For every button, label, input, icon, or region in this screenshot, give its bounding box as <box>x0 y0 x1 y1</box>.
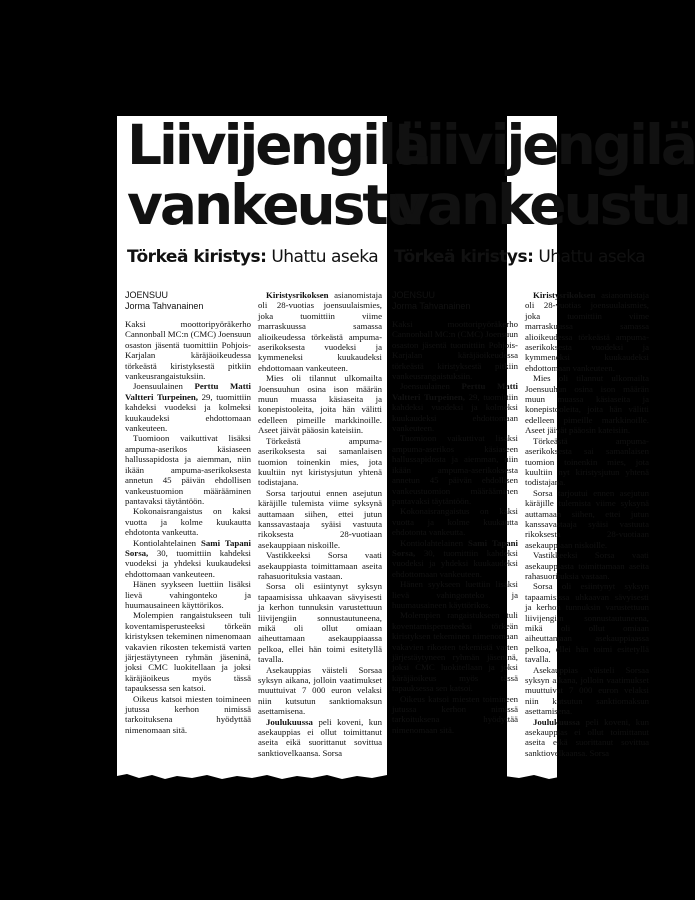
paragraph-text: Asekauppias väisteli Sorsaa syksyn aikana, jolloin vaatimukset muuttuivat 7 000 euron velaksi niin kutsutun sanktiomaksun asettamisena. <box>525 664 649 717</box>
paragraph <box>392 579 518 610</box>
paragraph-text: Joensuulainen <box>400 381 462 392</box>
paragraph <box>258 488 382 550</box>
paragraph-bold: Joulukuussa <box>266 716 313 727</box>
paragraph-text: Mies oli tilannut ulkomailta Joensuuhun osina ison määrän muun muassa käsiaseita ja konepistooleita, joita hän välitti edelleen pimeille markkinoille. Aseet jäivät pääosin kateisiin. <box>525 373 649 436</box>
paragraph-text-after: peli koveni, kun asekauppias ei ollut toimittanut aseita eikä suorittanut sovittua sanktiovelkaansa. Sorsa <box>525 716 649 758</box>
paragraph <box>125 694 251 736</box>
paragraph-text: Kaksi moottoripyöräkerho Cannonball MC:n (CMC) Joensuun osaston jäsentä tuomittiin Pohjois-Karjalan käräjäoikeudessa törkeästä kiristyksestä pitkiin vankeusrangaistuksiin. <box>125 319 251 382</box>
paragraph <box>258 436 382 488</box>
paragraph-text: Oikeus katsoi miesten toimineen jutussa kerhon nimissä tarkoituksena hyödyttää nimenomaan sitä. <box>125 693 251 735</box>
subheadline-lead: Törkeä kiristys: <box>127 247 267 267</box>
paragraph-text-after: 29, tuomittiin kahdeksi vuodeksi ja kolmeksi kuukaudeksi ehdottomaan vankeuteen. <box>392 391 518 434</box>
paragraph-text-after: peli koveni, kun asekauppias ei ollut toimittanut aseita eikä suorittanut sovittua sanktiovelkaansa. Sorsa <box>258 716 382 758</box>
paragraph <box>392 538 518 580</box>
paragraph <box>125 433 251 506</box>
paragraph-text: Joensuulainen <box>133 381 195 392</box>
paragraph <box>392 319 518 381</box>
body-column-2-duplicate <box>525 290 649 758</box>
paragraph <box>392 506 518 537</box>
paragraph-bold: Kiristysrikoksen <box>533 290 596 300</box>
paragraph <box>258 290 382 373</box>
paragraph-bold: Sami Tapani Sorsa, <box>125 537 251 558</box>
byline-duplicate <box>392 290 470 312</box>
paragraph-text: Sorsa oli esiintynyt syksyn tapaamisissa uhkaavan sävyisesti ja kerhon tunnuksin varustettuun liivijengiin sonnustautuneena, mikä oli ollut omiaan aiheuttamaan asekauppiaassa pelkoa, ellei hän toimi esitetyllä tavalla. <box>525 581 649 665</box>
byline-place: JOENSUU <box>125 290 169 300</box>
paragraph-text: Tuomioon vaikuttivat lisäksi ampuma-aserikos käsiaseen hallussapidosta ja aiemman, niin ikään ampuma-aserikoksesta annetun 45 päivän ehdollisen vankeustuomion määrääminen pantavaksi täytäntöön. <box>125 433 251 506</box>
paragraph-text: Sorsa tarjoutui ennen asejutun käräjille tulemista viime syksynä auttamaan siihen, ettei jutun kanssavastaaja syäisi vastuuta rikoksesta 28-vuotiaan asekauppiaan niskoille. <box>258 487 382 550</box>
paragraph-bold: Perttu Matti Valtteri Turpeinen, <box>125 381 251 402</box>
paragraph <box>258 550 382 581</box>
body-column-1-duplicate <box>392 319 518 735</box>
paragraph-text: Kontiolahtelainen <box>400 537 469 548</box>
paragraph <box>525 290 649 373</box>
paragraph <box>392 433 518 506</box>
byline-author: Jorma Tahvanainen <box>125 301 204 311</box>
byline-place-duplicate: JOENSUU <box>392 290 436 300</box>
paragraph <box>392 381 518 433</box>
paragraph <box>525 581 649 664</box>
paragraph <box>258 665 382 717</box>
torn-edge-duplicate <box>384 770 654 784</box>
paragraph-text-after: 29, tuomittiin kahdeksi vuodeksi ja kolmeksi kuukaudeksi ehdottomaan vankeuteen. <box>125 391 251 434</box>
paragraph-text: Törkeästä ampuma-aserikoksesta sai samanlaisen tuomion toinenkin mies, jota kuultiin nyt kiristysjutun yhtenä todistajana. <box>525 435 649 488</box>
paragraph-text: Asekauppias väisteli Sorsaa syksyn aikana, jolloin vaatimukset muuttuivat 7 000 euron velaksi niin kutsutun sanktiomaksun asettamisena. <box>258 664 382 717</box>
paragraph-text: Vastikkeeksi Sorsa vaati asekauppiasta toimittamaan aseita rahasuorituksia vastaan. <box>525 550 649 581</box>
subheadline-duplicate <box>394 247 645 267</box>
article <box>117 113 428 784</box>
paragraph <box>258 717 382 759</box>
paragraph-text: Oikeus katsoi miesten toimineen jutussa kerhon nimissä tarkoituksena hyödyttää nimenomaan sitä. <box>392 693 518 735</box>
paragraph <box>125 610 251 693</box>
paragraph-text: Törkeästä ampuma-aserikoksesta sai samanlaisen tuomion toinenkin mies, jota kuultiin nyt kiristysjutun yhtenä todistajana. <box>258 435 382 488</box>
subheadline-lead-duplicate: Törkeä kiristys: <box>394 247 534 267</box>
paragraph <box>392 610 518 693</box>
paragraph-text: Sorsa oli esiintynyt syksyn tapaamisissa uhkaavan sävyisesti ja kerhon tunnuksin varustettuun liivijengiin sonnustautuneena, mikä oli ollut omiaan aiheuttamaan asekauppiaassa pelkoa, ellei hän toimi esitetyllä tavalla. <box>258 581 382 665</box>
paragraph-text: Kokonaisrangaistus on kaksi vuotta ja kolme kuukautta ehdotonta vankeutta. <box>125 506 251 538</box>
paragraph <box>125 506 251 537</box>
paragraph-bold: Sami Tapani Sorsa, <box>392 537 518 558</box>
paragraph <box>392 694 518 736</box>
paragraph-text-after: asianomistaja oli 28-vuotias joensuulaismies, joka tuomittiin viime marraskuussa samassa alioikeudessa törkeästä ampuma-aserikoksesta vuodeksi ja kymmeneksi kuukaudeksi ehdottomaan vankeuteen. <box>258 290 382 373</box>
paragraph-text-after: 30, tuomittiin kahdeksi vuodeksi ja yhdeksi kuukaudeksi ehdottomaan vankeuteen. <box>125 547 251 579</box>
paragraph-text: Sorsa tarjoutui ennen asejutun käräjille tulemista viime syksynä auttamaan siihen, ettei jutun kanssavastaaja syäisi vastuuta rikoksesta 28-vuotiaan asekauppiaan niskoille. <box>525 487 649 550</box>
paragraph-text: Kontiolahtelainen <box>133 537 202 548</box>
paragraph <box>525 665 649 717</box>
paragraph-text: Molempien rangaistukseen tuli koventamisperusteeksi törkeän kiristyksen tekeminen nimenomaan vakavien rikosten tekemistä varten järjestäytyneen ryhmän jäseninä, joksi CMC luokitellaan ja joksi käräjäoikeus myös tässä tapauksessa sen katsoi. <box>125 610 251 694</box>
torn-edge <box>117 770 387 784</box>
body-column-2 <box>258 290 382 758</box>
headline-line-2: vankeustu <box>127 173 422 237</box>
paragraph <box>525 550 649 581</box>
news-clipping <box>117 113 428 784</box>
paragraph-text: Tuomioon vaikuttivat lisäksi ampuma-aserikos käsiaseen hallussapidosta ja aiemman, niin ikään ampuma-aserikoksesta annetun 45 päivän ehdollisen vankeustuomion määrääminen pantavaksi täytäntöön. <box>392 433 518 506</box>
paragraph <box>125 319 251 381</box>
paragraph <box>258 373 382 435</box>
paragraph-text: Mies oli tilannut ulkomailta Joensuuhun osina ison määrän muun muassa käsiaseita ja konepistooleita, joita hän välitti edelleen pimeille markkinoille. Aseet jäivät pääosin kateisiin. <box>258 373 382 436</box>
paragraph-bold: Perttu Matti Valtteri Turpeinen, <box>392 381 518 402</box>
paragraph <box>125 579 251 610</box>
headline-line-2-duplicate: vankeustu <box>394 173 689 237</box>
paragraph-text: Vastikkeeksi Sorsa vaati asekauppiasta toimittamaan aseita rahasuorituksia vastaan. <box>258 550 382 581</box>
subheadline <box>127 247 378 267</box>
subheadline-rest-duplicate: Uhattu aseka <box>533 247 646 267</box>
headline-line-1: Liivijengilä <box>127 113 428 177</box>
paragraph-text-after: 30, tuomittiin kahdeksi vuodeksi ja yhdeksi kuukaudeksi ehdottomaan vankeuteen. <box>392 547 518 579</box>
subheadline-rest: Uhattu aseka <box>266 247 379 267</box>
byline <box>125 290 203 312</box>
byline-author-duplicate: Jorma Tahvanainen <box>392 301 471 311</box>
paragraph-bold: Joulukuussa <box>533 716 580 727</box>
paragraph-text: Kokonaisrangaistus on kaksi vuotta ja kolme kuukautta ehdotonta vankeutta. <box>392 506 518 538</box>
paragraph-text: Hänen syykseen luettiin lisäksi lievä vahingonteko ja huumausaineen käyttörikos. <box>392 579 518 610</box>
paragraph <box>125 381 251 433</box>
news-clipping-duplicate <box>392 113 695 784</box>
paragraph-text: Kaksi moottoripyöräkerho Cannonball MC:n (CMC) Joensuun osaston jäsentä tuomittiin Pohjois-Karjalan käräjäoikeudessa törkeästä kiristyksestä pitkiin vankeusrangaistuksiin. <box>392 319 518 382</box>
paragraph-text-after: asianomistaja oli 28-vuotias joensuulaismies, joka tuomittiin viime marraskuussa samassa alioikeudessa törkeästä ampuma-aserikoksesta vuodeksi ja kymmeneksi kuukaudeksi ehdottomaan vankeuteen. <box>525 290 649 373</box>
paragraph <box>525 488 649 550</box>
paragraph <box>525 436 649 488</box>
paragraph-bold: Kiristysrikoksen <box>266 290 329 300</box>
paragraph-text: Hänen syykseen luettiin lisäksi lievä vahingonteko ja huumausaineen käyttörikos. <box>125 579 251 610</box>
article-duplicate <box>384 113 695 784</box>
paragraph <box>258 581 382 664</box>
paragraph-text: Molempien rangaistukseen tuli koventamisperusteeksi törkeän kiristyksen tekeminen nimenomaan vakavien rikosten tekemistä varten järjestäytyneen ryhmän jäseninä, joksi CMC luokitellaan ja joksi käräjäoikeus myös tässä tapauksessa sen katsoi. <box>392 610 518 694</box>
paragraph <box>125 538 251 580</box>
body-column-1 <box>125 319 251 735</box>
headline-line-1-duplicate: Liivijengilä <box>394 113 695 177</box>
paragraph <box>525 373 649 435</box>
paragraph <box>525 717 649 759</box>
